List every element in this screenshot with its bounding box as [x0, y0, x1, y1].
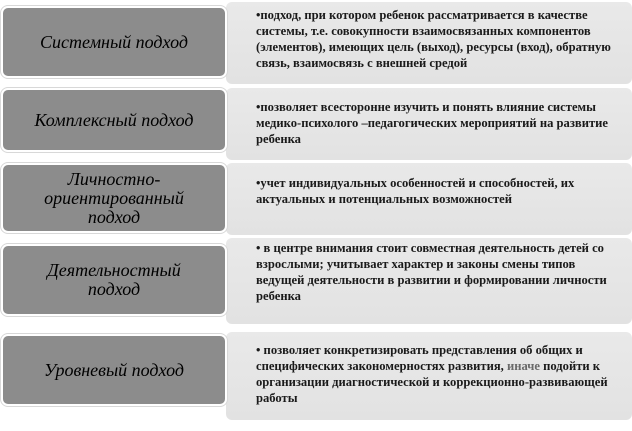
approach-description-text: • в центре внимания стоит совместная деятельность детей со взрослыми; учитывает характер и законы смены типов ведущей деятельности в развитии и формировании личности ребенка — [256, 241, 607, 303]
approach-label-text: Личностно-ориентированный подход — [44, 168, 184, 227]
approach-label-text: Системный подход — [40, 31, 188, 52]
approach-description-part: • позволяет конкретизировать представления об общих и специфических закономерностях развития, — [256, 343, 583, 373]
approach-description — [226, 332, 632, 420]
approach-description-text — [256, 343, 608, 405]
approach-description-text: •подход, при котором ребенок рассматривается в качестве системы, т.е. совокупности взаимосвязанных компонентов (элементов), имеющих цель (выход), ресурсы (вход), обратную связь, взаимосвязь с внешней средой — [256, 8, 611, 70]
approach-description-accent: иначе — [506, 359, 540, 373]
approach-row-activity — [0, 238, 632, 324]
approach-description-text: •учет индивидуальных особенностей и способностей, их актуальных и потенциальных возможностей — [256, 176, 575, 206]
approach-description-text: •позволяет всесторонне изучить и понять влияние системы медико-психолого –педагогических мероприятий на развитие ребенка — [256, 100, 608, 146]
approach-description-part: подойти к организации диагностической и коррекционно-развивающей работы — [256, 359, 608, 405]
approach-description — [226, 2, 632, 84]
approach-label — [1, 244, 227, 316]
approach-row-systemic — [0, 2, 632, 84]
approach-label — [1, 88, 227, 152]
approach-label-text: Уровневый подход — [44, 359, 184, 380]
approach-description — [226, 88, 632, 160]
approach-row-personal — [0, 163, 632, 235]
approach-label — [1, 6, 227, 78]
approach-description — [226, 163, 632, 235]
approach-description — [226, 238, 632, 324]
approach-row-level — [0, 332, 632, 420]
approach-label — [1, 163, 227, 233]
approach-row-complex — [0, 88, 632, 160]
approach-label-text: Деятельностный подход — [47, 260, 181, 299]
approach-label-text: Комплексный подход — [34, 109, 194, 130]
approach-label — [1, 334, 227, 406]
